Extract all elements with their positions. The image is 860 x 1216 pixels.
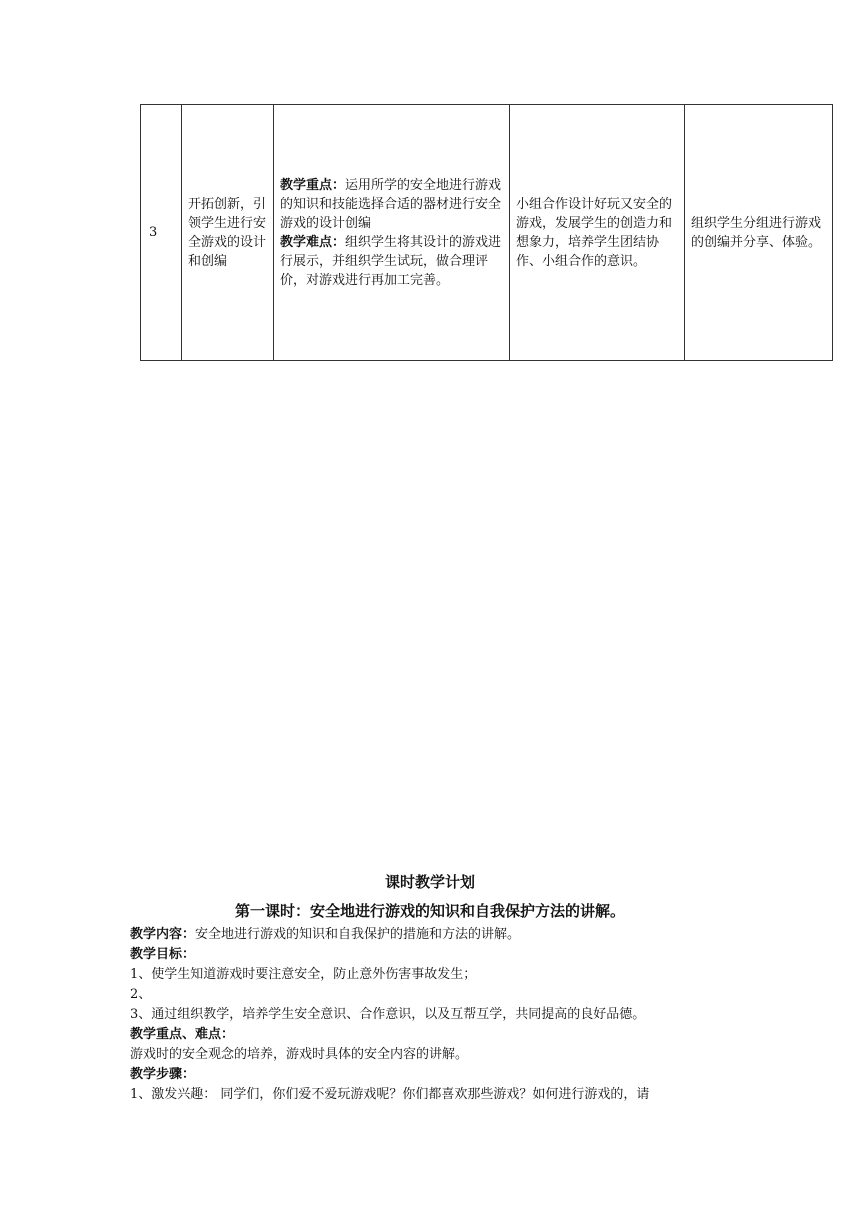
focus-label: 教学重点： bbox=[280, 177, 346, 193]
difficulty-label: 教学难点： bbox=[280, 234, 346, 250]
goal-cell bbox=[510, 105, 685, 361]
objectives-heading bbox=[130, 945, 770, 965]
objective-item-2: 2、 bbox=[130, 987, 152, 1002]
table-row bbox=[141, 105, 833, 361]
steps-label: 教学步骤： bbox=[130, 1067, 196, 1082]
content-label: 教学内容： bbox=[130, 927, 196, 942]
key-points-label: 教学重点、难点： bbox=[130, 1027, 235, 1042]
method-cell bbox=[685, 105, 833, 361]
stage-text: 开拓创新，引领学生进行安全游戏的设计和创编 bbox=[188, 196, 267, 269]
step-item-1: 1、激发兴趣： 同学们，你们爱不爱玩游戏呢？你们都喜欢那些游戏？如何进行游戏的，请 bbox=[130, 1087, 650, 1102]
page-title: 课时教学计划 bbox=[384, 873, 475, 891]
lesson-plan-table bbox=[140, 104, 833, 361]
content-line bbox=[130, 925, 770, 945]
objective-item-1: 1、使学生知道游戏时要注意安全，防止意外伤害事故发生； bbox=[130, 967, 477, 982]
key-points-text: 游戏时的安全观念的培养，游戏时具体的安全内容的讲解。 bbox=[130, 1047, 469, 1062]
difficulty-text: 组织学生将其设计的游戏进行展示，并组织学生试玩，做合理评价，对游戏进行再加工完善。 bbox=[280, 234, 502, 288]
row-index: 3 bbox=[149, 225, 158, 240]
steps-heading bbox=[130, 1065, 770, 1085]
lesson-body bbox=[130, 925, 770, 1105]
focus-text: 运用所学的安全地进行游戏的知识和技能选择合适的器材进行安全游戏的设计创编 bbox=[280, 177, 502, 231]
method-text: 组织学生分组进行游戏的创编并分享、体验。 bbox=[691, 215, 822, 250]
stage-cell bbox=[182, 105, 274, 361]
row-index-cell bbox=[141, 105, 182, 361]
content-text: 安全地进行游戏的知识和自我保护的措施和方法的讲解。 bbox=[195, 927, 521, 942]
key-points-heading bbox=[130, 1025, 770, 1045]
objective-item-3: 3、通过组织教学，培养学生安全意识、合作意识，以及互帮互学，共同提高的良好品德。 bbox=[130, 1007, 646, 1022]
lesson-subtitle: 第一课时：安全地进行游戏的知识和自我保护方法的讲解。 bbox=[234, 902, 625, 920]
goal-text: 小组合作设计好玩又安全的游戏，发展学生的创造力和想象力，培养学生团结协作、小组合作的意识。 bbox=[516, 196, 673, 269]
focus-difficulty-cell bbox=[274, 105, 510, 361]
objectives-label: 教学目标： bbox=[130, 947, 196, 962]
